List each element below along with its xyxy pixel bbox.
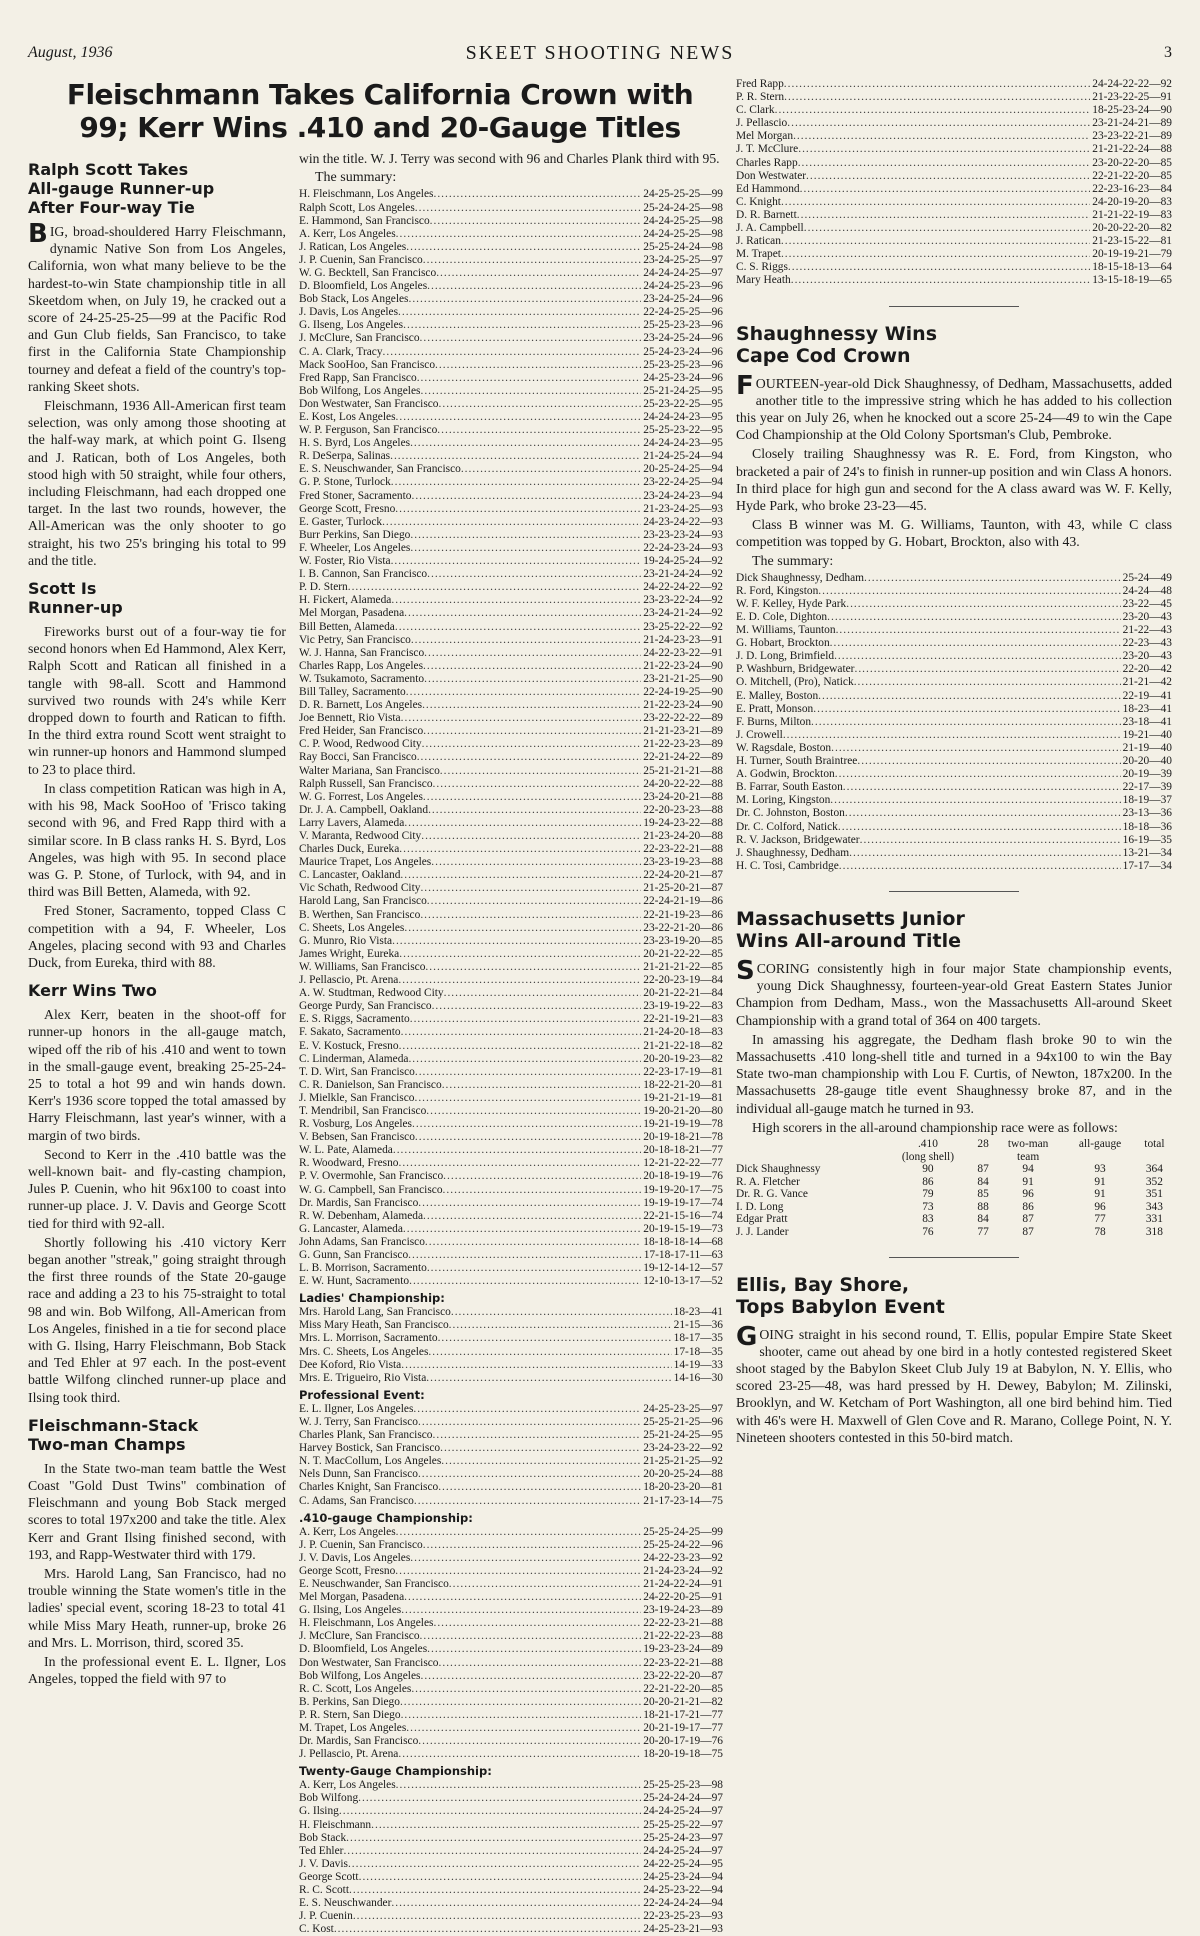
paragraph: In the State two-man team battle the West Coast "Gold Dust Twins" combination of Fleischmann and young Bob Stack merged scores to total 197x200 and take the title. Alex Kerr and Grant Ilsing finished second, with 193, and Rapp-Westwater third with 179. (28, 1460, 286, 1562)
score-row: Mack SooHoo, San Francisco ..... 25-23-25-23—96 (299, 359, 723, 372)
table-row: Edgar Pratt 83 84 87 77 331 (736, 1213, 1163, 1226)
score-row: A. Kerr, Los Angeles ..... 25-25-25-23—98 (299, 1779, 723, 1792)
score-row: Burr Perkins, San Diego ..... 23-23-23-24—93 (299, 529, 723, 542)
score-row: D. Bloomfield, Los Angeles ..... 19-23-23-24—89 (299, 1643, 723, 1656)
score-row: T. Mendribil, San Francisco ..... 19-20-21-20—80 (299, 1105, 723, 1118)
score-row: J. Crowell ..... 19-21—40 (736, 729, 1172, 742)
score-row: E. Kost, Los Angeles ..... 24-24-24-23—95 (299, 411, 723, 424)
score-row: M. Trapet, Los Angeles ..... 20-21-19-17—77 (299, 1722, 723, 1735)
score-row: F. Wheeler, Los Angeles ..... 22-24-23-24—93 (299, 542, 723, 555)
score-row: J. Ratican, Los Angeles ..... 25-25-24-24—98 (299, 241, 723, 254)
score-row: George Scott ..... 24-25-23-24—94 (299, 1871, 723, 1884)
page-header (28, 42, 1172, 68)
score-row: Mel Morgan, Pasadena ..... 24-22-20-25—91 (299, 1591, 723, 1604)
divider (889, 891, 1019, 892)
paragraph: In the professional event E. L. Ilgner, Los Angeles, topped the field with 97 to (28, 1654, 286, 1687)
score-row: Ralph Scott, Los Angeles ..... 25-24-24-25—98 (299, 202, 723, 215)
subhead-mass-junior: Massachusetts Junior Wins All-around Title (736, 907, 965, 952)
score-row: Mel Morgan ..... 23-23-22-21—89 (736, 130, 1172, 143)
score-row: J. P. Cuenin, San Francisco ..... 23-24-25-25—97 (299, 254, 723, 267)
score-row: Bob Wilfong, Los Angeles ..... 23-22-22-20—87 (299, 1670, 723, 1683)
score-row: H. Fleischmann, Los Angeles ..... 24-25-25-25—99 (299, 188, 723, 201)
event-label: Ladies' Championship: (299, 1291, 445, 1306)
score-row: W. J. Hanna, San Francisco ..... 24-22-23-22—91 (299, 647, 723, 660)
column-1 (28, 150, 286, 1689)
score-row: P. R. Stern ..... 21-23-22-25—91 (736, 91, 1172, 104)
score-row: V. Maranta, Redwood City ..... 21-23-24-20—88 (299, 830, 723, 843)
paragraph: Closely trailing Shaughnessy was R. E. Ford, from Kingston, who bracketed a pair of 24's to finish in runner-up position and win Class A honors. In third place for high gun and second for the A class award was W. F. Kelly, Hyde Park, who broke 23-23—45. (736, 446, 1172, 513)
score-row: G. Ilsing, Los Angeles ..... 23-19-24-23—89 (299, 1604, 723, 1617)
score-row: Mary Heath ..... 13-15-18-19—65 (736, 274, 1172, 287)
score-row: Dr. Mardis, San Francisco ..... 19-19-19-17—74 (299, 1197, 723, 1210)
score-row: C. Knight ..... 24-20-19-20—83 (736, 196, 1172, 209)
score-row: Dr. C. Johnston, Boston ..... 23-13—36 (736, 807, 1172, 820)
table-row: Dick Shaughnessy 90 87 94 93 364 (736, 1163, 1163, 1176)
score-row: C. Adams, San Francisco ..... 21-17-23-14—75 (299, 1495, 723, 1508)
paragraph: BIG, broad-shouldered Harry Fleischmann, dynamic Native Son from Los Angeles, California, won what many believe to be the hardest-to-win State championship title in all Skeetdom when, on July 19, he cracked out a score of 24-25-25-25—99 at the Pacific Rod and Gun Club fields, San Francisco, to take first in the California State Championship tourney and defeat a field of the country's top-ranking Skeet shots. (28, 219, 286, 394)
score-row: C. A. Clark, Tracy ..... 25-24-23-24—96 (299, 346, 723, 359)
main-headline: Fleischmann Takes California Crown with 99; Kerr Wins .410 and 20-Gauge Titles (66, 78, 694, 144)
event-label: Twenty-Gauge Championship: (299, 1764, 492, 1779)
score-row: Ted Ehler ..... 24-24-25-24—97 (299, 1845, 723, 1858)
score-row: G. Ilsing ..... 24-24-25-24—97 (299, 1805, 723, 1818)
score-row: E. Neuschwander, San Francisco ..... 21-24-22-24—91 (299, 1578, 723, 1591)
paragraph: Fred Stoner, Sacramento, topped Class C competition with a 94, F. Wheeler, Los Angeles, placing second with 93 and Charles Duck, from Eureka, third with 88. (28, 903, 286, 970)
score-row: J. Pellascio, Pt. Arena ..... 22-20-23-19—84 (299, 974, 723, 987)
score-row: E. S. Riggs, Sacramento ..... 22-21-19-21—83 (299, 1013, 723, 1026)
score-row: M. Williams, Taunton ..... 21-22—43 (736, 624, 1172, 637)
score-row: Vic Schath, Redwood City ..... 21-25-20-21—87 (299, 882, 723, 895)
score-row: G. P. Stone, Turlock ..... 23-22-24-25—94 (299, 476, 723, 489)
score-row: C. S. Riggs ..... 18-15-18-13—64 (736, 261, 1172, 274)
score-row: Dee Koford, Rio Vista ..... 14-19—33 (299, 1359, 723, 1372)
score-row: W. G. Becktell, San Francisco ..... 24-24-24-25—97 (299, 267, 723, 280)
score-row: W. Ragsdale, Boston ..... 21-19—40 (736, 742, 1172, 755)
score-row: J. V. Davis ..... 24-22-25-24—95 (299, 1858, 723, 1871)
score-row: Ralph Russell, San Francisco ..... 24-20-22-22—88 (299, 778, 723, 791)
score-row: Charles Rapp, Los Angeles ..... 21-22-23-24—90 (299, 660, 723, 673)
score-row: Larry Lavers, Alameda ..... 19-24-23-22—88 (299, 817, 723, 830)
score-row: J. P. Cuenin, San Francisco ..... 25-25-24-22—96 (299, 1539, 723, 1552)
score-row: J. McClure, San Francisco ..... 23-24-25-24—96 (299, 332, 723, 345)
score-row: D. R. Barnett, Los Angeles ..... 21-22-23-24—90 (299, 699, 723, 712)
score-row: E. Gaster, Turlock ..... 24-23-24-22—93 (299, 516, 723, 529)
paragraph: FOURTEEN-year-old Dick Shaughnessy, of Dedham, Massachusetts, added another title to the impressive string which he has added to his collection this year on July 26, when he knocked out a score 25-24—49 to win the Cape Cod Championship at the Old Colony Sportsman's Club, Pembroke. (736, 370, 1172, 443)
score-row: C. Lancaster, Oakland ..... 22-24-20-21—87 (299, 869, 723, 882)
summary-label: The summary: (752, 553, 834, 569)
score-list-cape-cod (736, 572, 1172, 873)
score-row: C. Linderman, Alameda ..... 20-20-19-23—82 (299, 1053, 723, 1066)
score-row: George Scott, Fresno ..... 21-23-24-25—93 (299, 503, 723, 516)
score-row: J. Pellascio ..... 23-21-24-21—89 (736, 117, 1172, 130)
score-row: Mrs. C. Sheets, Los Angeles ..... 17-18—35 (299, 1346, 723, 1359)
score-row: T. D. Wirt, San Francisco ..... 22-23-17-19—81 (299, 1066, 723, 1079)
score-row: R. DeSerpa, Salinas ..... 21-24-25-24—94 (299, 450, 723, 463)
score-row: B. Perkins, San Diego ..... 20-20-21-21—82 (299, 1696, 723, 1709)
score-row: W. G. Campbell, San Francisco ..... 19-19-20-17—75 (299, 1184, 723, 1197)
score-row: O. Mitchell, (Pro), Natick ..... 21-21—42 (736, 676, 1172, 689)
table-header: .410 28 two-man all-gauge total (917, 1137, 1165, 1150)
subhead-two-man-champs: Fleischmann-Stack Two-man Champs (28, 1415, 199, 1454)
score-row: Bob Stack ..... 25-25-24-23—97 (299, 1832, 723, 1845)
score-row: G. Ilseng, Los Angeles ..... 25-25-23-23—96 (299, 319, 723, 332)
score-row: V. Bebsen, San Francisco ..... 20-19-18-21—78 (299, 1131, 723, 1144)
score-row: A. W. Studtman, Redwood City ..... 20-21-22-21—84 (299, 987, 723, 1000)
score-row: Dr. Mardis, San Francisco ..... 20-20-17-19—76 (299, 1735, 723, 1748)
subhead-scott-is-runner-up: Scott Is Runner-up (28, 579, 123, 618)
score-row: Charles Duck, Eureka ..... 22-23-22-21—88 (299, 843, 723, 856)
score-row: C. Clark ..... 18-25-23-24—90 (736, 104, 1172, 117)
score-row: Dick Shaughnessy, Dedham ..... 25-24—49 (736, 572, 1172, 585)
score-row: F. Burns, Milton ..... 23-18—41 (736, 716, 1172, 729)
score-row: Bob Wilfong ..... 25-24-24-24—97 (299, 1792, 723, 1805)
score-row: P. R. Stern, San Diego ..... 18-21-17-21—77 (299, 1709, 723, 1722)
score-row: E. W. Hunt, Sacramento ..... 12-10-13-17—52 (299, 1275, 723, 1288)
score-row: W. J. Terry, San Francisco ..... 25-25-21-25—96 (299, 1416, 723, 1429)
score-row: C. Sheets, Los Angeles ..... 23-22-21-20—86 (299, 922, 723, 935)
score-row: R. Vosburg, Los Angeles ..... 19-21-19-19—78 (299, 1118, 723, 1131)
score-row: R. Ford, Kingston ..... 24-24—48 (736, 585, 1172, 598)
score-row: W. Williams, San Francisco ..... 21-21-21-22—85 (299, 961, 723, 974)
score-row: Fred Rapp, San Francisco ..... 24-25-23-24—96 (299, 372, 723, 385)
paragraph: Fleischmann, 1936 All-American first team selection, was only among those shooting at the half-way mark, at which point G. Ilseng and J. Ratican, both of Los Angeles, both stood high with 50 straight, while four others, including Fleischmann, had each dropped one target. In the last two rounds, however, the All-American was the only shooter to go straight, his two 25's bringing his total to 99 and the title. (28, 398, 286, 568)
page-number: 3 (1164, 44, 1172, 61)
score-list-main (299, 188, 723, 1288)
score-row: J. V. Davis, Los Angeles ..... 24-22-23-23—92 (299, 1552, 723, 1565)
event-label: Professional Event: (299, 1387, 425, 1402)
table-row: Dr. R. G. Vance 79 85 96 91 351 (736, 1188, 1163, 1201)
paragraph: High scorers in the all-around championship race were as follows: (752, 1119, 1118, 1135)
score-row: H. Fleischmann ..... 25-25-25-22—97 (299, 1819, 723, 1832)
paragraph: Second to Kerr in the .410 battle was the well-known bait- and fly-casting champion, Jules P. Cuenin, who hit 96x100 to coast into runner-up place. J. V. Davis and George Scott tied for third with 92-all. (28, 1146, 286, 1231)
score-row: Ed Hammond ..... 22-23-16-23—84 (736, 183, 1172, 196)
score-row: P. D. Stern ..... 24-22-24-22—92 (299, 581, 723, 594)
score-row: F. Sakato, Sacramento ..... 21-24-20-18—83 (299, 1026, 723, 1039)
score-row: H. Fickert, Alameda ..... 23-23-22-24—92 (299, 594, 723, 607)
score-row: Joe Bennett, Rio Vista ..... 23-22-22-22—89 (299, 712, 723, 725)
score-row: R. C. Scott ..... 24-25-23-22—94 (299, 1884, 723, 1897)
score-row: W. G. Forrest, Los Angeles ..... 23-24-20-21—88 (299, 791, 723, 804)
table-row: I. D. Long 73 88 86 96 343 (736, 1200, 1163, 1213)
score-row: George Scott, Fresno ..... 21-24-23-24—92 (299, 1565, 723, 1578)
subhead-kerr-wins-two: Kerr Wins Two (28, 981, 157, 1001)
score-row: W. P. Ferguson, San Francisco ..... 25-25-23-22—95 (299, 424, 723, 437)
score-list-pro (299, 1403, 723, 1508)
score-row: Harold Lang, San Francisco ..... 22-24-21-19—86 (299, 895, 723, 908)
score-row: Mel Morgan, Pasadena ..... 23-24-21-24—92 (299, 607, 723, 620)
score-row: Mrs. Harold Lang, San Francisco ..... 18-23—41 (299, 1306, 723, 1319)
score-row: Bob Stack, Los Angeles ..... 23-24-25-24—96 (299, 293, 723, 306)
score-row: R. Woodward, Fresno ..... 12-21-22-22—77 (299, 1157, 723, 1170)
column-2 (299, 150, 723, 1936)
score-row: G. Gunn, San Francisco ..... 17-18-17-11—63 (299, 1249, 723, 1262)
score-row: Vic Petry, San Francisco ..... 21-24-23-23—91 (299, 634, 723, 647)
subhead-scott-runner-up: Ralph Scott Takes All-gauge Runner-up After Four-way Tie (28, 160, 215, 217)
score-row: Fred Heider, San Francisco ..... 21-21-23-21—89 (299, 725, 723, 738)
paragraph: win the title. W. J. Terry was second with 96 and Charles Plank third with 95. (299, 151, 720, 166)
score-row: I. B. Cannon, San Francisco ..... 23-21-24-24—92 (299, 568, 723, 581)
score-row: Miss Mary Heath, San Francisco ..... 21-15—36 (299, 1319, 723, 1332)
score-row: Nels Dunn, San Francisco ..... 20-20-25-24—88 (299, 1468, 723, 1481)
score-row: W. F. Kelley, Hyde Park ..... 23-22—45 (736, 598, 1172, 611)
score-row: R. C. Scott, Los Angeles ..... 22-21-22-20—85 (299, 1683, 723, 1696)
score-row: Harvey Bostick, San Francisco ..... 23-24-23-22—92 (299, 1442, 723, 1455)
score-row: M. Loring, Kingston ..... 18-19—37 (736, 794, 1172, 807)
score-row: J. Shaughnessy, Dedham ..... 13-21—34 (736, 847, 1172, 860)
score-row: Bill Talley, Sacramento ..... 22-24-19-25—90 (299, 686, 723, 699)
score-row: H. S. Byrd, Los Angeles ..... 24-24-24-23—95 (299, 437, 723, 450)
score-row: G. Lancaster, Alameda ..... 20-19-15-19—73 (299, 1223, 723, 1236)
score-row: H. Fleischmann, Los Angeles ..... 22-22-23-21—88 (299, 1617, 723, 1630)
summary-label: The summary: (315, 170, 397, 186)
score-row: E. S. Neuschwander ..... 22-24-24-24—94 (299, 1897, 723, 1910)
score-row: J. P. Cuenin ..... 22-23-25-23—93 (299, 1910, 723, 1923)
score-row: L. B. Morrison, Sacramento ..... 19-12-14-12—57 (299, 1262, 723, 1275)
score-list-20 (299, 1779, 723, 1936)
score-row: G. Munro, Rio Vista ..... 23-23-19-20—85 (299, 935, 723, 948)
score-row: E. D. Cole, Dighton ..... 23-20—43 (736, 611, 1172, 624)
score-row: Charles Knight, San Francisco ..... 18-20-23-20—81 (299, 1481, 723, 1494)
paragraph: In amassing his aggregate, the Dedham flash broke 90 to win the Massachusetts .410 long-shell title and turned in a 94x100 to win the Bay State two-man championship with Lou F. Curtis, of Newton, 187x200. In the Massachusetts 28-gauge title event Shaughnessy broke 87, and in the individual all-gauge match he turned in 93. (736, 1031, 1172, 1116)
score-row: Fred Rapp ..... 24-24-22-22—92 (736, 78, 1172, 91)
table-row: J. J. Lander 76 77 87 78 318 (736, 1226, 1163, 1239)
subhead-ellis-babylon: Ellis, Bay Shore, Tops Babylon Event (736, 1273, 945, 1318)
score-row: C. R. Danielson, San Francisco ..... 18-22-21-20—81 (299, 1079, 723, 1092)
issue-date: August, 1936 (28, 44, 113, 61)
paragraph: Alex Kerr, beaten in the shoot-off for runner-up honors in the all-gauge match, wiped off the rib of his .410 and went to town in the small-gauge event, breaking 25-25-24-25 to total a hot 99 and win hands down. Kerr's 1936 score topped the total amassed by Harry Fleischmann, last year's winner, with a margin of two birds. (28, 1007, 286, 1143)
score-row: John Adams, San Francisco ..... 18-18-18-14—68 (299, 1236, 723, 1249)
masthead: SKEET SHOOTING NEWS (465, 42, 735, 64)
score-row: J. T. McClure ..... 21-21-22-24—88 (736, 143, 1172, 156)
paragraph: Class B winner was M. G. Williams, Taunton, with 43, while C class competition was topped by G. Hobart, Brockton, also with 43. (736, 517, 1172, 550)
all-around-table (736, 1138, 1172, 1239)
paragraph: Shortly following his .410 victory Kerr began another "streak," going straight through the first three rounds of the State 20-gauge race and adding a 23 to his 75-straight to total 98 and win. Bob Wilfong, All-American from Los Angeles, finished in a tie for second place with G. Ilsing, Harry Fleischmann, Bob Stack and Ted Ehler at 97 each. In the post-event battle Wilfong clinched runner-up place and Ilsing took third. (28, 1234, 286, 1405)
score-row: E. S. Neuschwander, San Francisco ..... 20-25-24-25—94 (299, 463, 723, 476)
score-row: Ray Bocci, San Francisco ..... 22-21-24-22—89 (299, 751, 723, 764)
divider (889, 306, 1019, 307)
score-row: A. Kerr, Los Angeles ..... 25-25-24-25—99 (299, 1526, 723, 1539)
score-row: H. C. Tosi, Cambridge ..... 17-17—34 (736, 860, 1172, 873)
score-row: D. Bloomfield, Los Angeles ..... 24-24-25-23—96 (299, 280, 723, 293)
score-row: Charles Plank, San Francisco ..... 25-21-24-25—95 (299, 1429, 723, 1442)
score-row: N. T. MacCollum, Los Angeles ..... 21-25-21-25—92 (299, 1455, 723, 1468)
score-row: R. V. Jackson, Bridgewater ..... 16-19—35 (736, 834, 1172, 847)
paragraph: GOING straight in his second round, T. Ellis, popular Empire State Skeet shooter, came out ahead by one bird in a hotly contested registered Skeet shoot staged by the Babylon Skeet Club July 19 at Babylon, N. Y. Ellis, who scored 23-25—48, was hard pressed by H. Dewey, Babylon; M. Zilinski, Brooklyn, and W. Ketcham of Port Washington, all one bird behind him. Tied with 46's were H. Maxwell of Glen Cove and R. Marano, College Point, N. Y. Nineteen shooters contested in this 50-bird match. (736, 1321, 1172, 1445)
score-list-ladies (299, 1306, 723, 1385)
score-row: A. Kerr, Los Angeles ..... 24-24-25-25—98 (299, 228, 723, 241)
score-row: J. A. Campbell ..... 20-20-22-20—82 (736, 222, 1172, 235)
score-row: Don Westwater, San Francisco ..... 22-23-22-21—88 (299, 1657, 723, 1670)
score-row: D. R. Barnett ..... 21-21-22-19—83 (736, 209, 1172, 222)
score-row: M. Trapet ..... 20-19-19-21—79 (736, 248, 1172, 261)
score-row: J. Pellascio, Pt. Arena ..... 18-20-19-18—75 (299, 1748, 723, 1761)
event-label: .410-gauge Championship: (299, 1510, 473, 1525)
score-row: Don Westwater ..... 22-21-22-20—85 (736, 170, 1172, 183)
score-row: C. P. Wood, Redwood City ..... 21-22-23-23—89 (299, 738, 723, 751)
score-row: J. D. Long, Brimfield ..... 23-20—43 (736, 650, 1172, 663)
paragraph: In class competition Ratican was high in A, with his 98, Mack SooHoo of 'Frisco taking second with 96, and Fred Rapp third with a similar score. In B class ranks H. S. Byrd, Los Angeles, was high with 95. In second place was G. P. Stone, of Turlock, with 94, and in third was Bill Betten, Alameda, with 92. (28, 780, 286, 900)
table-row: R. A. Fletcher 86 84 91 91 352 (736, 1175, 1163, 1188)
score-row: J. Mielkle, San Francisco ..... 19-21-21-19—81 (299, 1092, 723, 1105)
score-row: Don Westwater, San Francisco ..... 25-23-22-25—95 (299, 398, 723, 411)
score-row: Charles Rapp ..... 23-20-22-20—85 (736, 157, 1172, 170)
score-row: W. Foster, Rio Vista ..... 19-24-25-24—92 (299, 555, 723, 568)
score-row: George Purdy, San Francisco ..... 23-19-19-22—83 (299, 1000, 723, 1013)
score-row: Mrs. L. Morrison, Sacramento ..... 18-17—35 (299, 1332, 723, 1345)
score-row: E. V. Kostuck, Fresno ..... 21-21-22-18—82 (299, 1040, 723, 1053)
score-row: Bill Betten, Alameda ..... 23-25-22-22—92 (299, 621, 723, 634)
score-row: Walter Mariana, San Francisco ..... 25-21-21-21—88 (299, 765, 723, 778)
drop-cap: F (736, 370, 754, 401)
score-row: B. Werthen, San Francisco ..... 22-21-19-23—86 (299, 909, 723, 922)
column-3 (736, 78, 1172, 1448)
score-row: Maurice Trapet, Los Angeles ..... 23-23-19-23—88 (299, 856, 723, 869)
score-list-continued (736, 78, 1172, 288)
score-row: P. V. Overmohle, San Francisco ..... 20-18-19-19—76 (299, 1170, 723, 1183)
score-row: J. McClure, San Francisco ..... 21-22-22-23—88 (299, 1630, 723, 1643)
score-row: B. Farrar, South Easton ..... 22-17—39 (736, 781, 1172, 794)
score-row: W. L. Pate, Alameda ..... 20-18-18-21—77 (299, 1144, 723, 1157)
score-row: James Wright, Eureka ..... 20-21-22-22—85 (299, 948, 723, 961)
score-row: E. L. Ilgner, Los Angeles ..... 24-25-23-25—97 (299, 1403, 723, 1416)
score-row: W. Tsukamoto, Sacramento ..... 23-21-21-25—90 (299, 673, 723, 686)
score-row: E. Hammond, San Francisco ..... 24-24-25-25—98 (299, 215, 723, 228)
score-row: G. Hobart, Brockton ..... 22-23—43 (736, 637, 1172, 650)
score-row: Dr. C. Colford, Natick ..... 18-18—36 (736, 821, 1172, 834)
score-row: Bob Wilfong, Los Angeles ..... 25-21-24-25—95 (299, 385, 723, 398)
score-row: E. Pratt, Monson ..... 18-23—41 (736, 703, 1172, 716)
subhead-shaughnessy-cape-cod: Shaughnessy Wins Cape Cod Crown (736, 322, 938, 367)
drop-cap: S (736, 955, 755, 986)
drop-cap: G (736, 1321, 758, 1352)
score-row: Dr. J. A. Campbell, Oakland ..... 22-20-23-23—88 (299, 804, 723, 817)
divider (889, 1257, 1019, 1258)
score-row: H. Turner, South Braintree ..... 20-20—40 (736, 755, 1172, 768)
paragraph: Mrs. Harold Lang, San Francisco, had no trouble winning the State women's title in the ladies' special event, scoring 18-23 to total 41 while Miss Mary Heath, runner-up, broke 26 and Mrs. L. Morrison, third, scored 35. (28, 1566, 286, 1650)
score-row: Fred Stoner, Sacramento ..... 23-24-24-23—94 (299, 490, 723, 503)
paragraph: SCORING consistently high in four major State championship events, young Dick Shaughnessy, fourteen-year-old Great Eastern States Junior Champion from Dedham, Mass., won the Massachusetts All-around Skeet Championship with a grand total of 364 on 400 targets. (736, 955, 1172, 1028)
score-row: J. Ratican ..... 21-23-15-22—81 (736, 235, 1172, 248)
score-list-410 (299, 1526, 723, 1762)
score-row: E. Malley, Boston ..... 22-19—41 (736, 690, 1172, 703)
paragraph: Fireworks burst out of a four-way tie for second honors when Ed Hammond, Alex Kerr, Ralph Scott and Ratican all finished in a tangle with 98-all. Scott and Hammond survived two rounds with 24's while Kerr dropped down to fourth and Ratican to fifth. In the third extra round Scott went straight to win runner-up honors and Hammond slumped to 23 to place third. (28, 624, 286, 777)
score-row: A. Godwin, Brockton ..... 20-19—39 (736, 768, 1172, 781)
table-header: (long shell) team (901, 1150, 1040, 1163)
score-row: C. Kost ..... 24-25-23-21—93 (299, 1923, 723, 1936)
drop-cap: B (28, 219, 48, 249)
score-row: Mrs. E. Trigueiro, Rio Vista ..... 14-16—30 (299, 1372, 723, 1385)
score-row: J. Davis, Los Angeles ..... 22-24-25-25—96 (299, 306, 723, 319)
score-row: R. W. Debenham, Alameda ..... 22-21-15-16—74 (299, 1210, 723, 1223)
score-row: P. Washburn, Bridgewater ..... 22-20—42 (736, 663, 1172, 676)
